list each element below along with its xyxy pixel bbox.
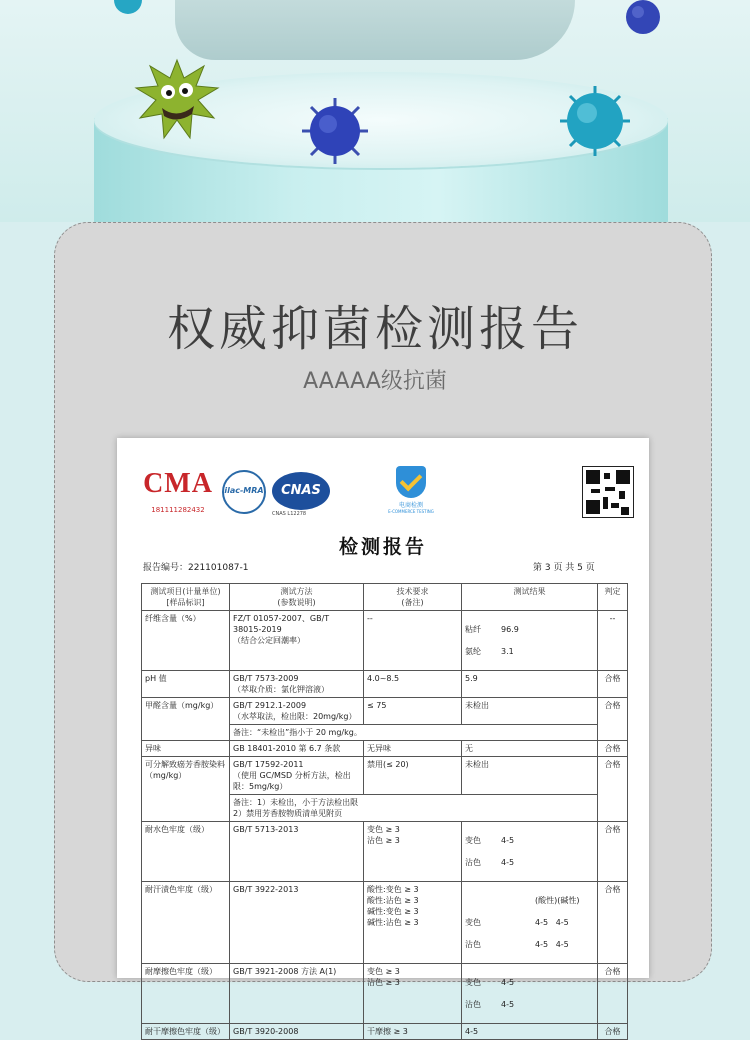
- verdict: 合格: [598, 671, 628, 698]
- verdict: 合格: [598, 741, 628, 757]
- report-number: 报告编号：221101087-1: [143, 563, 249, 573]
- column-header: 判定: [598, 584, 628, 611]
- cma-mark: CMA: [143, 468, 213, 499]
- cyan-virus-icon: [558, 84, 632, 158]
- verdict: 合格: [598, 757, 628, 822]
- hero-banner: [0, 0, 750, 222]
- test-method: GB/T 3920-2008: [230, 1024, 364, 1040]
- test-item: 异味: [142, 741, 230, 757]
- test-result: 无: [462, 741, 598, 757]
- column-header: 技术要求 (备注): [364, 584, 462, 611]
- cnas-logo: [272, 472, 330, 510]
- test-item: 耐汗渍色牢度（级）: [142, 882, 230, 964]
- test-item: 耐干摩擦色牢度（级）: [142, 1024, 230, 1040]
- test-item: 耐摩擦色牢度（级）: [142, 964, 230, 1024]
- note: 备注：1）未检出，小于方法检出限 2）禁用芳香胺物质清单见附页: [230, 795, 598, 822]
- verdict: 合格: [598, 1024, 628, 1040]
- requirement: 变色 ≥ 3 沾色 ≥ 3: [364, 964, 462, 1024]
- test-method: GB 18401-2010 第 6.7 条款: [230, 741, 364, 757]
- test-method: GB/T 5713-2013: [230, 822, 364, 882]
- corner-virus-icon: [108, 0, 148, 18]
- test-method: GB/T 17592-2011 （使用 GC/MSD 分析方法，检出限：5mg/kg）: [230, 757, 364, 795]
- verdict: 合格: [598, 698, 628, 741]
- cnas-mark: CNAS: [281, 483, 321, 498]
- ilac-mark: ilac-MRA: [224, 486, 264, 495]
- test-method: GB/T 3922-2013: [230, 882, 364, 964]
- certification-logos: [142, 466, 632, 522]
- test-item: 耐水色牢度（级）: [142, 822, 230, 882]
- verdict: --: [598, 611, 628, 671]
- section-subtitle: AAAAA级抗菌: [303, 369, 447, 394]
- qr-code: [582, 466, 634, 518]
- table-row: [142, 822, 628, 882]
- small-virus-icon: [620, 0, 666, 40]
- requirement: ≤ 75: [364, 698, 462, 725]
- table-row: [142, 1024, 628, 1040]
- test-item: 纤维含量（%）: [142, 611, 230, 671]
- test-result: 5.9: [462, 671, 598, 698]
- test-result: 变色 4-5 沾色 4-5: [462, 964, 598, 1024]
- requirement: 酸性:变色 ≥ 3 酸性:沾色 ≥ 3 碱性:变色 ≥ 3 碱性:沾色 ≥ 3: [364, 882, 462, 964]
- requirement: 禁用(≤ 20): [364, 757, 462, 795]
- column-header: 测试项目(计量单位) [样品标识]: [142, 584, 230, 611]
- table-row: [142, 741, 628, 757]
- green-germ-icon: [134, 58, 220, 144]
- requirement: 变色 ≥ 3 沾色 ≥ 3: [364, 822, 462, 882]
- test-method: GB/T 7573-2009 （萃取介质：氯化钾溶液）: [230, 671, 364, 698]
- test-result: 变色 4-5 沾色 4-5: [462, 822, 598, 882]
- ec-label: 电商检测 E-COMMERCE TESTING: [388, 502, 434, 514]
- requirement: --: [364, 611, 462, 671]
- results-table: [141, 583, 628, 1040]
- test-method: FZ/T 01057-2007、GB/T 38015-2019 （结合公定回潮率）: [230, 611, 364, 671]
- verdict: 合格: [598, 964, 628, 1024]
- column-header: 测试结果: [462, 584, 598, 611]
- verdict: 合格: [598, 822, 628, 882]
- table-row: [142, 611, 628, 671]
- blue-virus-icon: [300, 96, 370, 166]
- cnas-caption: CNAS L12278: [272, 511, 307, 517]
- table-row: [142, 964, 628, 1024]
- test-item: 甲醛含量（mg/kg）: [142, 698, 230, 741]
- requirement: 无异味: [364, 741, 462, 757]
- table-row: [142, 882, 628, 964]
- ecommerce-testing-logo: [386, 466, 436, 516]
- requirement: 干摩擦 ≥ 3: [364, 1024, 462, 1040]
- test-report-document: [117, 438, 649, 1036]
- note: 备注：“未检出”指小于 20 mg/kg。: [230, 725, 598, 741]
- verdict: 合格: [598, 882, 628, 964]
- requirement: 4.0~8.5: [364, 671, 462, 698]
- table-row: [142, 671, 628, 698]
- test-result: 粘纤 96.9 氨纶 3.1: [462, 611, 598, 671]
- test-result: 未检出: [462, 757, 598, 795]
- table-row: [142, 698, 628, 725]
- report-title: 检测报告: [338, 536, 427, 558]
- page-info: 第 3 页 共 5 页: [533, 563, 595, 573]
- column-header: 测试方法 (参数说明): [230, 584, 364, 611]
- cma-number: 181111282432: [151, 506, 205, 514]
- section-title: 权威抑菌检测报告: [166, 301, 583, 357]
- test-method: GB/T 2912.1-2009 （水萃取法，检出限：20mg/kg）: [230, 698, 364, 725]
- test-method: GB/T 3921-2008 方法 A(1): [230, 964, 364, 1024]
- table-header: [142, 584, 628, 611]
- test-item: pH 值: [142, 671, 230, 698]
- cma-logo: [142, 468, 214, 514]
- test-result: (酸性)(碱性) 变色 4-5 4-5 沾色 4-5 4-5: [462, 882, 598, 964]
- table-row: [142, 757, 628, 795]
- fabric-image: [175, 0, 575, 60]
- test-result: 未检出: [462, 698, 598, 725]
- ilac-mra-logo: [222, 470, 266, 514]
- test-item: 可分解致癌芳香胺染料（mg/kg）: [142, 757, 230, 822]
- test-result: 4-5: [462, 1024, 598, 1040]
